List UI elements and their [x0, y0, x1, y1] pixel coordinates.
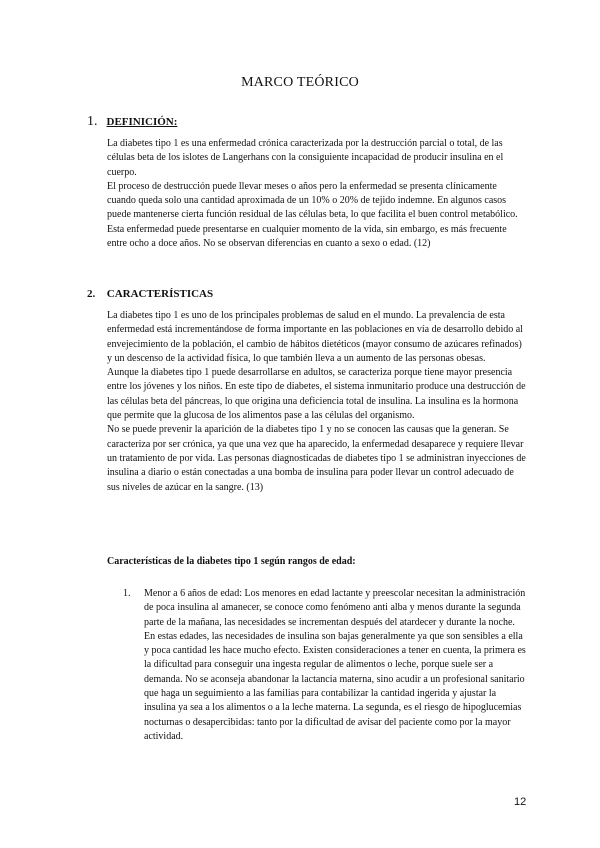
section-2-number: 2.: [87, 288, 96, 300]
paragraph: No se puede prevenir la aparición de la diabetes tipo 1 y no se conocen las causas que la generan. Se caracteriza por ser crónica, ya que una vez que ha aparecido, la enfermedad desaparece y requiere llevar un tratamiento de por vida. Las personas diagnosticadas de diabetes tipo 1 se administran inyecciones de insulina a diario o están conectadas a una bomba de insulina para poder llevar un control adecuado de sus niveles de azúcar en la sangre. (13): [107, 424, 526, 493]
paragraph: El proceso de destrucción puede llevar meses o años pero la enfermedad se presenta clínicamente cuando queda solo una cantidad aproximada de un 10% o 20% de tejido indemne. En algunos casos puede mantenerse cierta función residual de las células beta, lo que facilita el buen control metabólico.: [107, 180, 518, 221]
paragraph: Aunque la diabetes tipo 1 puede desarrollarse en adultos, se caracteriza porque tiene mayor presencia entre los jóvenes y los niños. En este tipo de diabetes, el sistema inmunitario produce una destrucción de las células beta del páncreas, lo que origina una deficiencia total de insulina. La insulina es la hormona que permite que la glucosa de los alimentos pase a las células del organismo.: [107, 367, 526, 422]
section-1-title: DEFINICIÓN:: [106, 116, 178, 128]
page-title: MARCO TEÓRICO: [241, 75, 359, 90]
section-2-heading: [87, 288, 213, 300]
list-item-marker: 1.: [123, 588, 131, 599]
section-2-body: [107, 309, 527, 495]
page-number: 12: [514, 796, 527, 808]
section-1-body: [107, 137, 527, 251]
section-1-heading: [87, 114, 177, 130]
list-item: Menor a 6 años de edad: Los menores en edad lactante y preescolar necesitan la administración de poca insulina al amanecer, se conoce como fenómeno anti alba y menos durante la segunda parte de la mañana, las necesidades se incrementan después del atardecer y durante la noche. En estas edades, las necesidades de insulina son bajas generalmente ya que son sensibles a ella y poca cantidad les hace mucho efecto. Existen consideraciones a tener en cuenta, la primera es la dificultad para conseguir una ingesta regular de alimentos o leche, porque suele ser a demanda. No se aconseja abandonar la lactancia materna, sino acudir a un profesional sanitario que haga un seguimiento a las familias para contabilizar la cantidad ingerida y ajustar la insulina ya sea a los alimentos o a la leche materna. La segunda, es el riesgo de hipoglucemias nocturnas o desapercibidas: tanto por la dificultad de avisar del paciente como por la mayor actividad.: [144, 588, 526, 742]
age-ranges-subheading: Características de la diabetes tipo 1 según rangos de edad:: [107, 556, 356, 567]
paragraph: La diabetes tipo 1 es uno de los principales problemas de salud en el mundo. La prevalencia de esta enfermedad está incrementándose de forma importante en las poblaciones en vía de desarrollo debido al envejecimiento de la población, el cambio de hábitos dietéticos (mayor consumo de azúcares refinados) y un descenso de la actividad física, lo que también lleva a un aumento de las personas obesas.: [107, 310, 523, 364]
section-1-number: 1.: [87, 114, 98, 129]
section-2-title: CARACTERÍSTICAS: [106, 288, 214, 300]
paragraph: La diabetes tipo 1 es una enfermedad crónica caracterizada por la destrucción parcial o total, de las células beta de los islotes de Langerhans con la consiguiente incapacidad de producir insulina en el cuerpo.: [107, 138, 504, 178]
paragraph: Esta enfermedad puede presentarse en cualquier momento de la vida, sin embargo, es más frecuente entre ocho a doce años. No se observan diferencias en cuanto a sexo o edad. (12): [107, 223, 507, 250]
